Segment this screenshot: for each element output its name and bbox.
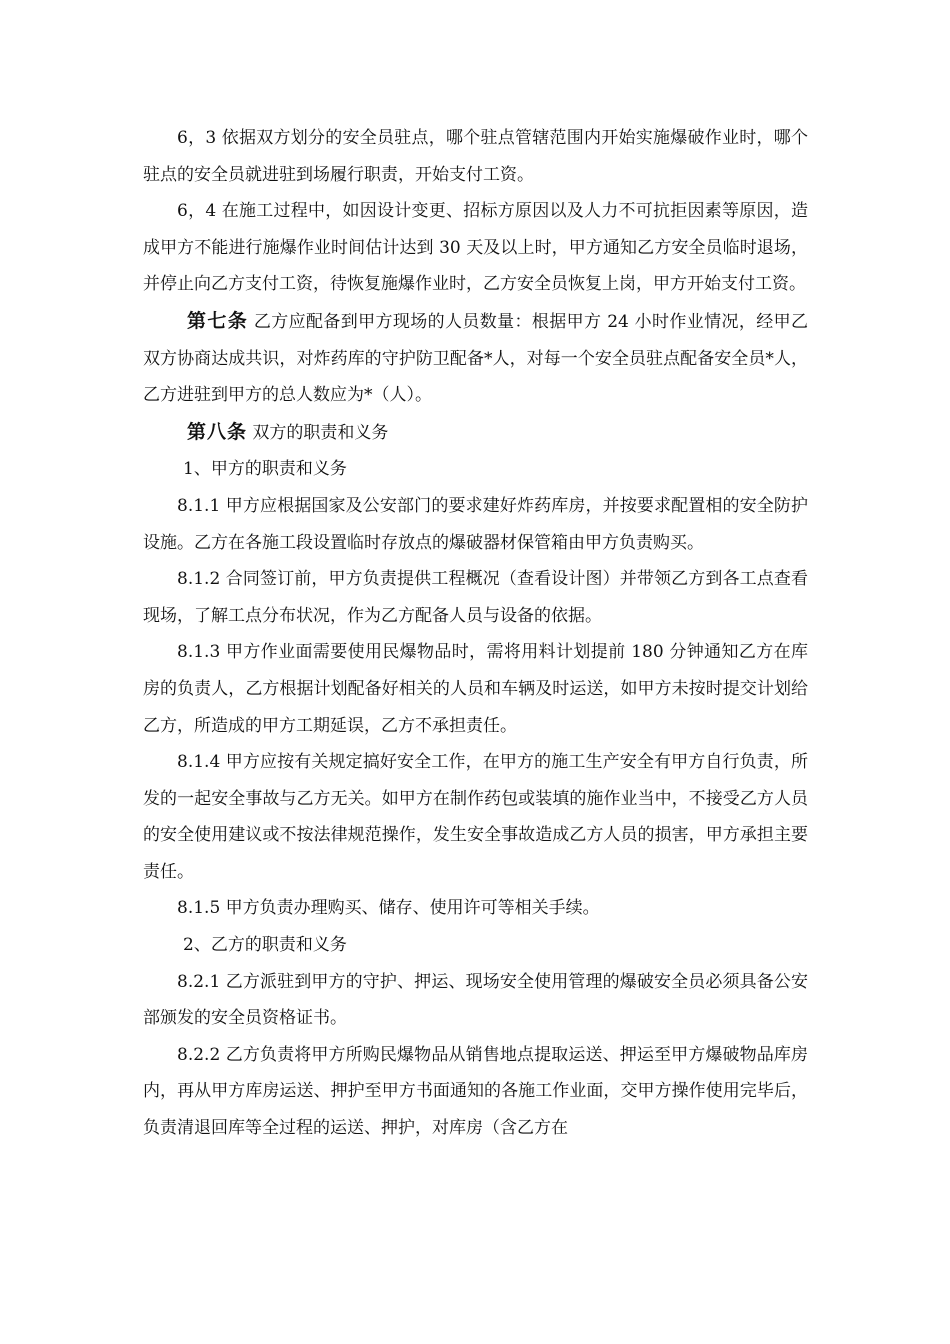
paragraph-8-1-5: 8.1.5 甲方负责办理购买、储存、使用许可等相关手续。 bbox=[177, 898, 600, 919]
article-7-text: 乙方应配备到甲方现场的人员数量：根据甲方 24 小时作业情况，经甲乙双方协商达成共识，对炸药库的守护防卫配备*人，对每一个安全员驻点配备安全员*人，乙方进驻到甲方的总人数应为*（人）。 bbox=[143, 311, 808, 406]
article-8-heading: 第八条 bbox=[187, 420, 248, 443]
article-7-paragraph bbox=[143, 303, 808, 414]
paragraph-8-1-4: 8.1.4 甲方应按有关规定搞好安全工作，在甲方的施工生产安全有甲方自行负责，所发的一起安全事故与乙方无关。如甲方在制作药包或装填的施作业当中，不接受乙方人员的安全使用建议或不按法律规范操作，发生安全事故造成乙方人员的损害，甲方承担主要责任。 bbox=[143, 752, 808, 882]
paragraph-8-1-3: 8.1.3 甲方作业面需要使用民爆物品时，需将用料计划提前 180 分钟通知乙方在库房的负责人，乙方根据计划配备好相关的人员和车辆及时运送，如甲方未按时提交计划给乙方，所造成的甲方工期延误，乙方不承担责任。 bbox=[143, 642, 808, 736]
section-1-title: 1、甲方的职责和义务 bbox=[183, 459, 347, 480]
paragraph-6-4: 6，4 在施工过程中，如因设计变更、招标方原因以及人力不可抗拒因素等原因，造成甲方不能进行施爆作业时间估计达到 30 天及以上时，甲方通知乙方安全员临时退场，并停止向乙方支付工资，待恢复施爆作业时，乙方安全员恢复上岗，甲方开始支付工资。 bbox=[143, 201, 808, 295]
paragraph-8-1-1: 8.1.1 甲方应根据国家及公安部门的要求建好炸药库房，并按要求配置相的安全防护设施。乙方在各施工段设置临时存放点的爆破器材保管箱由甲方负责购买。 bbox=[143, 495, 808, 553]
document-body bbox=[143, 120, 808, 1147]
paragraph-8-2-2: 8.2.2 乙方负责将甲方所购民爆物品从销售地点提取运送、押运至甲方爆破物品库房内，再从甲方库房运送、押护至甲方书面通知的各施工作业面，交甲方操作使用完毕后，负责清退回库等全过程的运送、押护，对库房（含乙方在 bbox=[143, 1044, 808, 1139]
article-8-text: 双方的职责和义务 bbox=[252, 422, 389, 443]
article-8-paragraph bbox=[143, 414, 808, 452]
paragraph-6-3: 6，3 依据双方划分的安全员驻点，哪个驻点管辖范围内开始实施爆破作业时，哪个驻点的安全员就进驻到场履行职责，开始支付工资。 bbox=[143, 128, 808, 185]
paragraph-8-2-1: 8.2.1 乙方派驻到甲方的守护、押运、现场安全使用管理的爆破安全员必须具备公安部颁发的安全员资格证书。 bbox=[143, 971, 808, 1029]
paragraph-8-1-2: 8.1.2 合同签订前，甲方负责提供工程概况（查看设计图）并带领乙方到各工点查看现场，了解工点分布状况，作为乙方配备人员与设备的依据。 bbox=[143, 569, 808, 626]
section-2-title: 2、乙方的职责和义务 bbox=[183, 935, 347, 956]
article-7-heading: 第七条 bbox=[187, 309, 249, 332]
